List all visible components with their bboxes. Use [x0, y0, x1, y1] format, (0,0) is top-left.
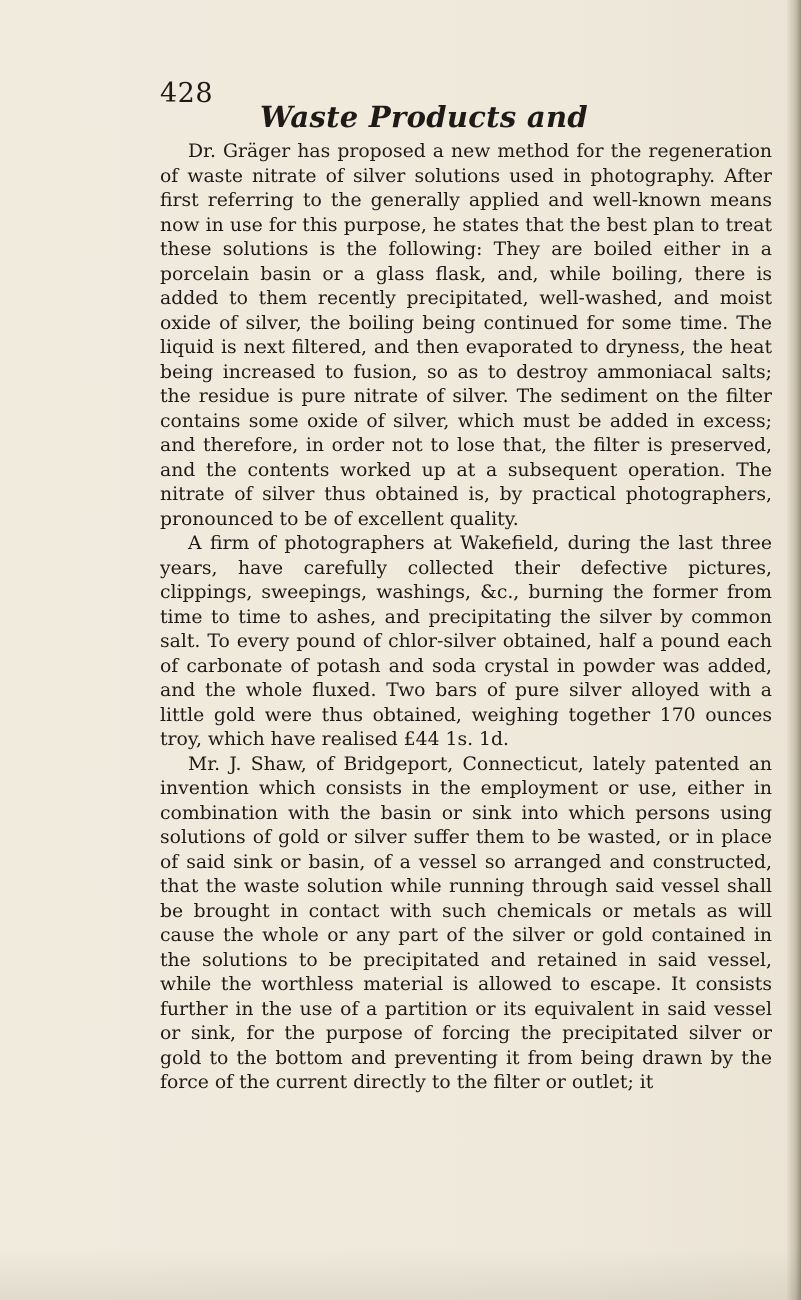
page-bottom-shadow: [0, 1248, 801, 1300]
paragraph-wakefield: A firm of photographers at Wakefield, during the last three years, have carefully collected their defective pictures, clippings, sweepings, washings, &c., burning the former from time to time to ashes, and precipitating the silver by common salt. To every pound of chlor-silver obtained, half a pound each of carbonate of potash and soda crystal in powder was added, and the whole fluxed. Two bars of pure silver alloyed with a little gold were thus obtained, weighing together 170 ounces troy, which have realised £44 1s. 1d.: [160, 533, 772, 750]
paragraph-grager: Dr. Gräger has proposed a new method for the regeneration of waste nitrate of silver solutions used in photography. After first referring to the generally applied and well-known means now in use for this purpose, he states that the best plan to treat these solutions is the following: They are boiled either in a porcelain basin or a glass flask, and, while boiling, there is added to them recently precipitated, well-washed, and moist oxide of silver, the boiling being continued for some time. The liquid is next filtered, and then evaporated to dryness, the heat being increased to fusion, so as to destroy ammoniacal salts; the residue is pure nitrate of silver. The sediment on the filter contains some oxide of silver, which must be added in excess; and therefore, in order not to lose that, the filter is preserved, and the contents worked up at a subsequent operation. The nitrate of silver thus obtained is, by practical photographers, pronounced to be of excellent quality.: [160, 141, 772, 530]
body-text: [160, 140, 772, 1096]
running-title: Waste Products and: [260, 100, 588, 134]
page-number: 428: [160, 78, 214, 109]
paragraph-shaw: Mr. J. Shaw, of Bridgeport, Connecticut, lately patented an invention which consists in the employment or use, either in combination with the basin or sink into which persons using solutions of gold or silver suffer them to be wasted, or in place of said sink or basin, of a vessel so arranged and constructed, that the waste solution while running through said vessel shall be brought in contact with such chemicals or metals as will cause the whole or any part of the silver or gold contained in the solutions to be precipitated and retained in said vessel, while the worthless material is allowed to escape. It consists further in the use of a partition or its equivalent in said vessel or sink, for the purpose of forcing the precipitated silver or gold to the bottom and preventing it from being drawn by the force of the current directly to the filter or outlet; it: [160, 753, 772, 1093]
page-spine-shadow: [787, 0, 801, 1300]
page-header: [160, 72, 760, 132]
